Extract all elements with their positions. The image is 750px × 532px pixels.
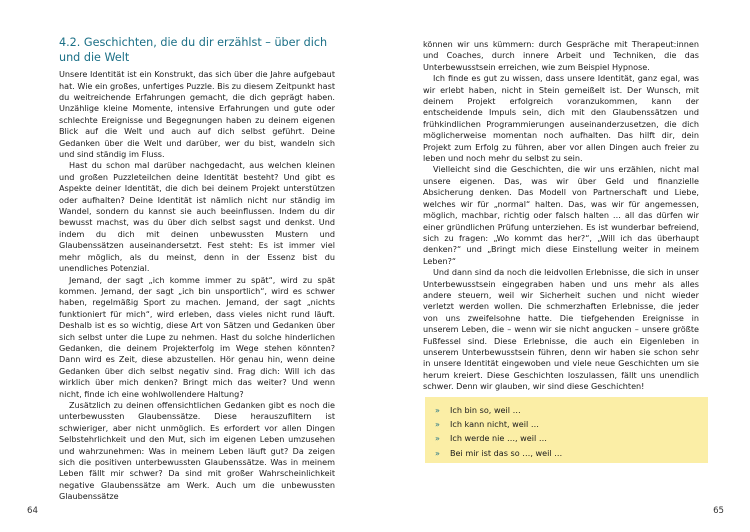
section-heading: 4.2. Geschichten, die du dir erzählst – über dich und die Welt xyxy=(59,36,328,64)
list-item xyxy=(435,431,708,445)
quote-mark-icon: » xyxy=(435,447,440,458)
sentence-starters-list xyxy=(425,403,708,460)
list-item xyxy=(435,417,708,431)
paragraph: Ich finde es gut zu wissen, dass unsere Identität, ganz egal, was wir erlebt haben, nicht in Stein gemeißelt ist. Der Wunsch, mit deinem Projekt erfolgreich voranzukommen, kann der entscheidende Impuls sein, dich mit den Glaubenssätzen und frühkindlichen Programmierungen auseinanderzusetzen, die dich möglicherweise momentan noch aufhalten. Das hilft dir, dein Projekt zum Erfolg zu führen, aber vor allen Dingen auch freier zu leben und noch mehr du selbst zu sein. xyxy=(423,73,699,164)
quote-mark-icon: » xyxy=(435,433,440,444)
list-item-text: Bei mir ist das so …, weil … xyxy=(450,447,563,458)
quote-mark-icon: » xyxy=(435,419,440,430)
list-item xyxy=(435,446,708,460)
list-item xyxy=(435,403,708,417)
paragraph: Vielleicht sind die Geschichten, die wir uns erzählen, nicht mal unsere eigenen. Das, was wir über Geld und finanzielle Absicherung denken. Das Modell von Partnerschaft und Liebe, welches wir für „normal“ halten. Das, was wir für angemessen, möglich, machbar, richtig oder falsch halten … all das dürfen wir einer gründlichen Prüfung unterziehen. Es ist wunderbar befreiend, sich zu fragen: „Wo kommt das her?“, „Will ich das überhaupt denken?“ und „Bringt mich diese Einstellung weiter in meinem Leben?“ xyxy=(423,164,699,266)
paragraph: Und dann sind da noch die leidvollen Erlebnisse, die sich in unser Unterbewusstsein eingegraben haben und uns mehr als alles andere steuern, weil wir Sicherheit suchen und nicht wieder verletzt werden wollen. Die schmerzhaften Erlebnisse, die jeder von uns zweifelsohne hatte. Die tiefgehenden Ereignisse in unserem Leben, die – wenn wir sie nicht angucken – unsere größte Fußfessel sind. Diese Erlebnisse, die auch ein Eigenleben in unserem Unterbewusstsein führen, denn wir haben sie schon sehr in unsere Identität eingewoben und viele neue Geschichten um sie herum kreiert. Diese Geschichten loszulassen, fällt uns unendlich schwer. Denn wir glauben, wir sind diese Geschichten! xyxy=(423,267,699,392)
paragraph: können wir uns kümmern: durch Gespräche mit Therapeut:innen und Coaches, durch innere Arbeit und Techniken, die das Unterbewusstsein erreichen, wie zum Beispiel Hypnose. xyxy=(423,39,699,72)
sentence-starters-box xyxy=(425,397,708,463)
right-page xyxy=(375,0,750,532)
paragraph: Zusätzlich zu deinen offensichtlichen Gedanken gibt es noch die unterbewussten Glaubenssätze. Diese herauszufiltern ist schwieriger, aber nicht unmöglich. Es erfordert vor allen Dingen Selbstehrlichkeit und den Mut, sich im eigenen Leben umzusehen und wahrzunehmen: Was in meinem Leben läuft gut? Da zeigen sich die positiven unterbewussten Glaubenssätze. Was in meinem Leben fällt mir schwer? Da sind mit großer Wahrscheinlichkeit negative Glaubenssätze am Werk. Auch um die unbewussten Glaubenssätze xyxy=(59,399,335,502)
list-item-text: Ich bin so, weil … xyxy=(450,405,521,415)
page-number-left: 64 xyxy=(27,506,38,516)
right-text-column xyxy=(423,39,699,393)
left-text-column xyxy=(59,36,335,503)
page-number-right: 65 xyxy=(713,506,724,516)
list-item-text: Ich werde nie …, weil … xyxy=(450,433,547,444)
paragraph: Unsere Identität ist ein Konstrukt, das sich über die Jahre aufgebaut hat. Wie ein großes, unfertiges Puzzle. Bis zu diesem Zeitpunkt hast du weitreichende Erfahrungen gemacht, die dich geprägt haben. Unzählige kleine Momente, intensive Erfahrungen und gute oder schlechte Ereignisse und Begegnungen haben zu deinem eigenen Blick auf die Welt und auch auf dich selbst geführt. Deine Gedanken über die Welt und darüber, wer du bist, wandeln sich und sind ständig im Fluss. xyxy=(59,69,335,160)
paragraph: Jemand, der sagt „ich komme immer zu spät“, wird zu spät kommen. Jemand, der sagt „ich bin unsportlich“, wird es schwer haben, regelmäßig Sport zu machen. Jemand, der sagt „nichts funktioniert für mich“, wird erleben, dass vieles nicht rund läuft. Deshalb ist es so wichtig, diese Art von Sätzen und Gedanken über sich selbst unter die Lupe zu nehmen. Hast du solche hinderlichen Gedanken, die deinem Projekterfolg im Wege stehen könnten? Dann wird es Zeit, diese abzustellen. Hör genau hin, wenn deine Gedanken über dich selbst negativ sind. Frag dich: Will ich das wirklich über mich denken? Bringt mich das weiter? Und wenn nicht, finde ich eine wohlwollendere Haltung? xyxy=(59,274,335,399)
list-item-text: Ich kann nicht, weil … xyxy=(450,419,539,430)
quote-mark-icon: » xyxy=(435,405,440,415)
paragraph: Hast du schon mal darüber nachgedacht, aus welchen kleinen und großen Puzzleteilchen deine Identität besteht? Und gibt es Aspekte deiner Identität, die dich bei deinem Projekt unterstützen oder aufhalten? Deine Identität ist nämlich nicht nur ständig im Wandel, sondern du kannst sie auch beeinflussen. Indem du dir bewusst machst, was du über dich selbst sagst und denkst. Und indem du dich mit deinen unbewussten Mustern und Glaubenssätzen auseinandersetzt. Fest steht: Es ist immer viel mehr möglich, als du meinst, denn in der Essenz bist du unendliches Potenzial. xyxy=(59,160,335,274)
